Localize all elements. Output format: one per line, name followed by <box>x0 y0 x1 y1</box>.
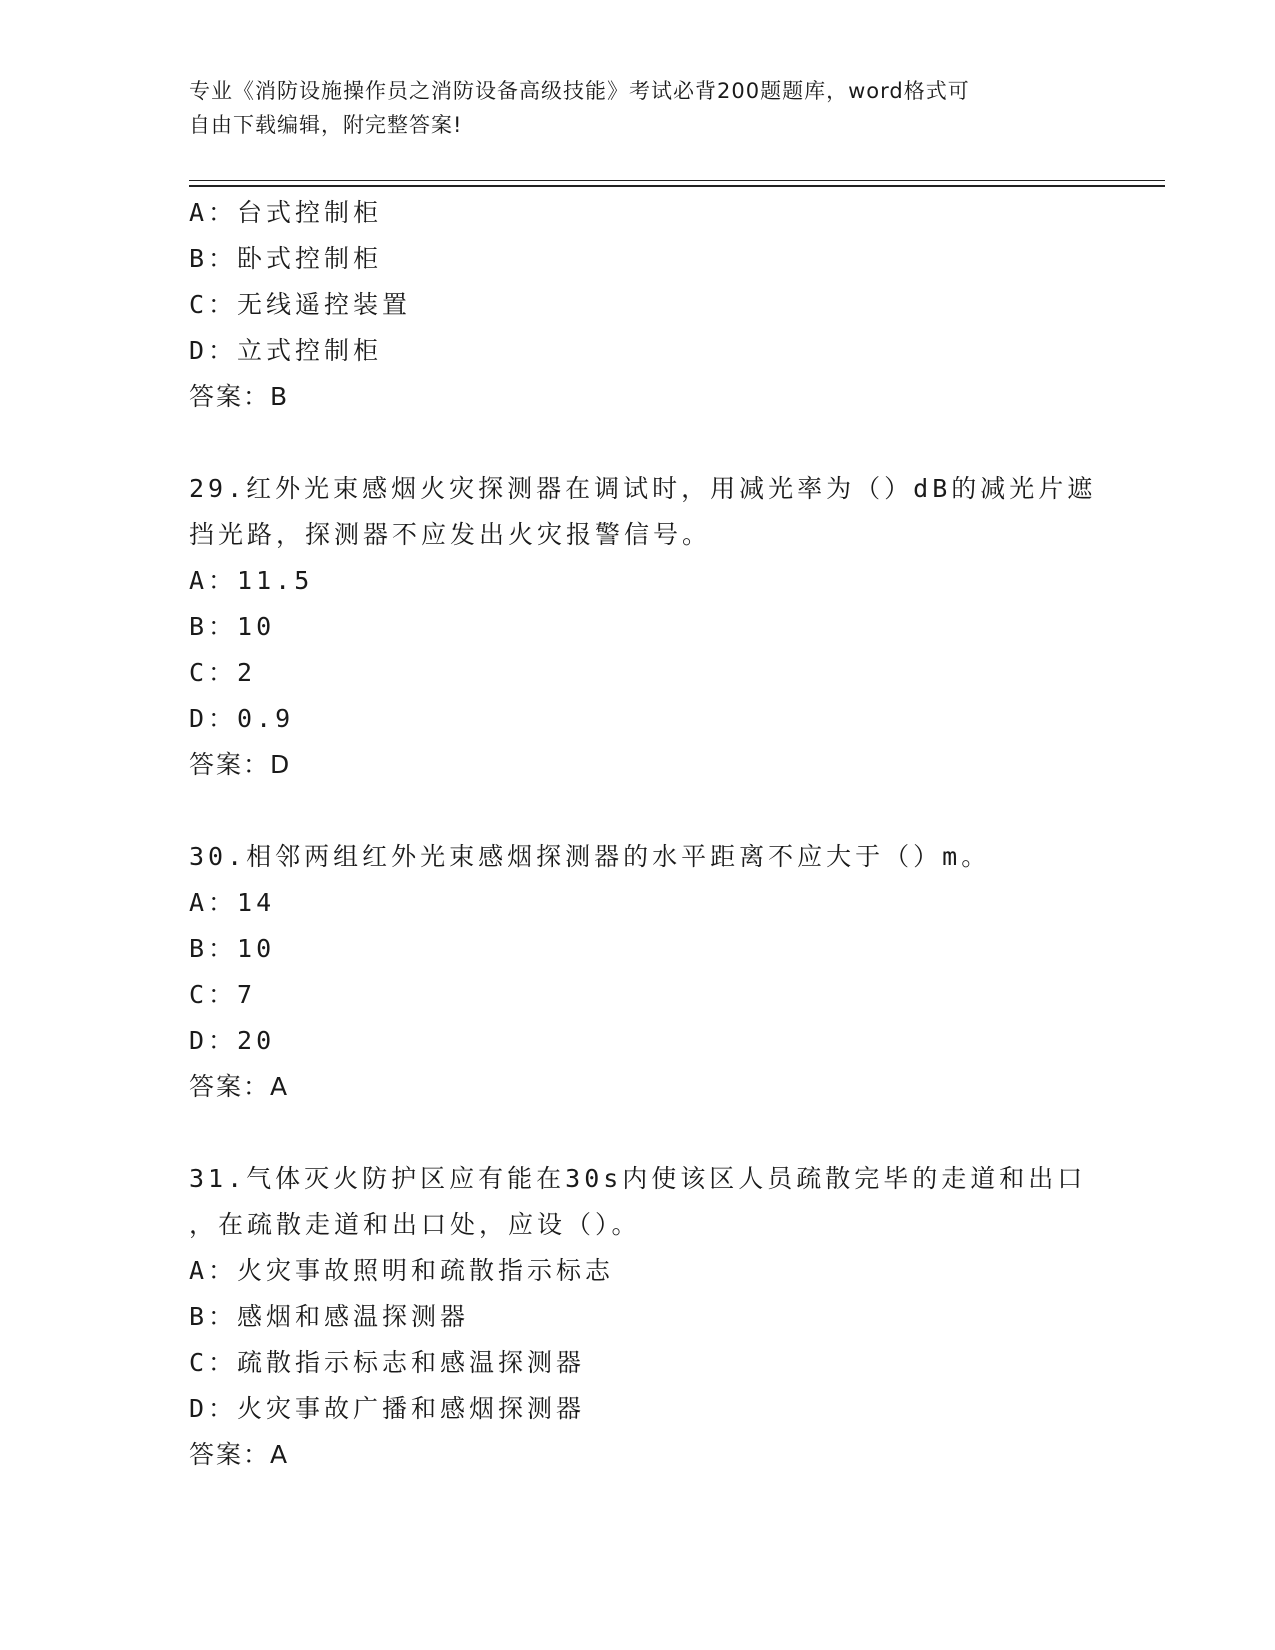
question-block-30 <box>189 834 1149 1110</box>
option-b: B：10 <box>189 934 276 963</box>
spacer <box>189 420 1149 466</box>
option-b: B：卧式控制柜 <box>189 244 383 273</box>
header-line-1: 专业《消防设施操作员之消防设备高级技能》考试必背200题题库，word格式可 <box>189 79 970 103</box>
option-d: D：0.9 <box>189 704 295 733</box>
question-block-29 <box>189 466 1149 788</box>
question-block-28 <box>189 190 1149 420</box>
option-d: D：20 <box>189 1026 276 1055</box>
header-divider-thin <box>189 180 1165 181</box>
option-a: A：11.5 <box>189 566 314 595</box>
option-c: C：2 <box>189 658 257 687</box>
answer-line: 答案：D <box>189 750 292 779</box>
answer-line: 答案：B <box>189 382 290 411</box>
question-text-line: 挡光路，探测器不应发出火灾报警信号。 <box>189 520 712 549</box>
question-text-line: 30.相邻两组红外光束感烟探测器的水平距离不应大于（）m。 <box>189 842 991 871</box>
spacer <box>189 788 1149 834</box>
option-d: D：火灾事故广播和感烟探测器 <box>189 1394 586 1423</box>
question-text-line: 29.红外光束感烟火灾探测器在调试时，用减光率为（）dB的减光片遮 <box>189 474 1097 503</box>
option-c: C：疏散指示标志和感温探测器 <box>189 1348 586 1377</box>
question-list <box>189 190 1149 1478</box>
question-text-line: 31.气体灭火防护区应有能在30s内使该区人员疏散完毕的走道和出口 <box>189 1164 1087 1193</box>
option-a: A：台式控制柜 <box>189 198 383 227</box>
question-text-line: ，在疏散走道和出口处，应设（）。 <box>189 1210 641 1239</box>
spacer <box>189 1110 1149 1156</box>
answer-line: 答案：A <box>189 1440 290 1469</box>
question-block-31 <box>189 1156 1149 1478</box>
option-d: D：立式控制柜 <box>189 336 383 365</box>
header-divider-thick <box>189 185 1165 187</box>
option-c: C：7 <box>189 980 257 1009</box>
option-b: B：感烟和感温探测器 <box>189 1302 470 1331</box>
option-a: A：火灾事故照明和疏散指示标志 <box>189 1256 615 1285</box>
option-a: A：14 <box>189 888 276 917</box>
option-c: C：无线遥控装置 <box>189 290 412 319</box>
option-b: B：10 <box>189 612 276 641</box>
header-line-2: 自由下载编辑，附完整答案! <box>189 113 463 137</box>
answer-line: 答案：A <box>189 1072 290 1101</box>
document-header <box>189 74 1089 142</box>
